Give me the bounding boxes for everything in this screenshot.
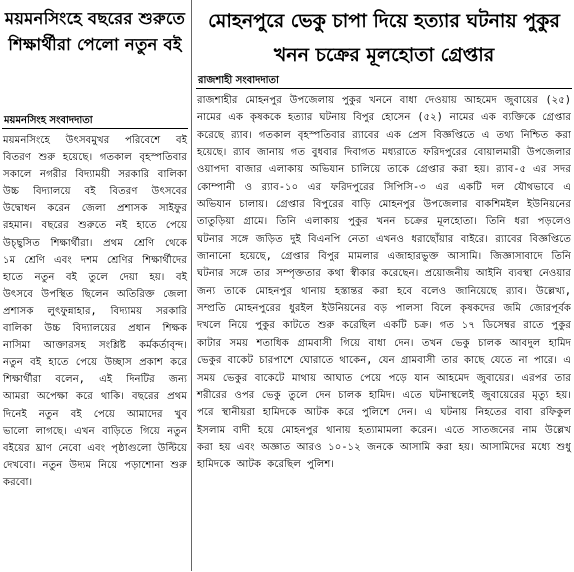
right-article-byline: রাজশাহী সংবাদদাতা bbox=[196, 74, 572, 89]
right-article-body: রাজশাহীর মোহনপুর উপজেলায় পুকুর খননে বাধা দেওয়ায় আহমেদ জুবায়ের (২৫) নামের এক কৃষককে হত্যার ঘটনায় বিপুর হোসেন (৫২) নামের এক ব্যক্তিকে গ্রেপ্তার করেছে র‌্যাব। গতকাল বৃহস্পতিবার র‌্যাবের এক প্রেস বিজ্ঞপ্তিতে এ তথ্য নিশ্চিত করা হয়েছে। র‌্যাব জানায় গত বুধবার দিবাগত মধ্যরাতে ফরিদপুরের বোয়ালমারী উপজেলার ওয়াপদা বাজার এলাকায় অভিযান চালিয়ে তাকে গ্রেপ্তার করা হয়। র‌্যাব-৫ এর সদর কোম্পানী ও র‌্যাব-১০ এর ফরিদপুরের সিপিসি-৩ এর একটি দল যৌথভাবে এ অভিযান চালায়। গ্রেপ্তার বিপুরের বাড়ি মোহনপুর উপজেলার বাকশিমইল ইউনিয়নের তাতুড়িয়া গ্রামে। তিনি এলাকায় পুকুর খনন চক্রের মূলহোতা। তিনি ধরা পড়লেও ঘটনার সঙ্গে জড়িত দুই বিএনপি নেতা এখনও ধরাছোঁয়ার বাইরে। র‌্যাবের বিজ্ঞপ্তিতে জানানো হয়েছে, গ্রেপ্তার বিপুর মামলার এজাহারভুক্ত আসামি। জিজ্ঞাসাবাদে তিনি ঘটনার সঙ্গে তার সম্পৃক্ততার কথা স্বীকার করেছেন। প্রয়োজনীয় আইনি ব্যবস্থা নেওয়ার জন্য তাকে মোহনপুর থানায় হস্তান্তর করা হবে বলেও জানিয়েছে র‌্যাব। উল্লেখ্য, সম্প্রতি মোহনপুরের ধুরইল ইউনিয়নের বড় পালসা বিলে কৃষকদের জমি জোরপূর্বক দখলে নিয়ে পুকুর কাটতে শুরু করেছিল একটি চক্র। গত ১৭ ডিসেম্বর রাতে পুকুর কাটার সময় শতাধিক গ্রামবাসী গিয়ে বাধা দেন। তখন ভেকু চালক আবদুল হামিদ ভেকুর বাকেট চারপাশে ঘোরাতে থাকেন, যেন গ্রামবাসী তার কাছে যেতে না পারে। এ সময় ভেকুর বাকেটে মাথায় আঘাত পেয়ে পড়ে যান আহমেদ জুবায়ের। এরপর তার শরীরের ওপর ভেকু তুলে দেন চালক হামিদ। এতে ঘটনাস্থলেই জুবায়েরের মৃত্যু হয়। পরে স্থানীয়রা হামিদকে আটক করে পুলিশে দেন। এ ঘটনায় নিহতের বাবা রফিকুল ইসলাম বাদী হয়ে মোহনপুর থানায় হত্যামামলা করেন। এতে সাতজনের নাম উল্লেখ করা হয় এবং অজ্ঞাত আরও ১০-১২ জনকে আসামি করা হয়। আসামিদের মধ্যে শুধু হামিদকে আটক করেছিল পুলিশ। bbox=[197, 95, 571, 471]
left-article bbox=[2, 2, 188, 568]
column-divider bbox=[191, 0, 192, 571]
left-article-headline: ময়মনসিংহে বছরের শুরুতে শিক্ষার্থীরা পেলো নতুন বই bbox=[4, 9, 186, 54]
left-article-byline: ময়মনসিংহ সংবাদদাতা bbox=[2, 114, 188, 129]
right-article bbox=[196, 2, 572, 568]
right-article-headline: মোহনপুরে ভেকু চাপা দিয়ে হত্যার ঘটনায় পুকুর খনন চক্রের মূলহোতা গ্রেপ্তার bbox=[208, 10, 560, 66]
left-article-body: ময়মনসিংহে উৎসবমুখর পরিবেশে বই বিতরণ শুরু হয়েছে। গতকাল বৃহস্পতিবার সকালে নগরীর বিদ্যাময়ী সরকারি বালিকা উচ্চ বিদ্যালয়ে বই বিতরণ উৎসবের উদ্বোধন করেন জেলা প্রশাসক সাইফুর রহমান। বছরের শুরুতে নই হাতে পেয়ে উচ্ছ্বসিত শিক্ষার্থীরা। প্রথম শ্রেণি থেকে ১ম শ্রেণি এবং দশম শ্রেণির শিক্ষার্থীদের হাতে নতুন বই তুলে দেয়া হয়। বই উৎসবে উপস্থিত ছিলেন অতিরিক্ত জেলা প্রশাসক লুৎফুন্নাহার, বিদ্যাময় সরকারি বালিকা উচ্চ বিদ্যালয়ের প্রধান শিক্ষক নাসিমা আক্তারসহ সংশ্লিষ্ট কর্মকর্তাবৃন্দ। নতুন বই হাতে পেয়ে উচ্ছাস প্রকাশ করে শিক্ষার্থীরা বলেন, এই দিনটির জন্য আমরা অপেক্ষা করে থাকি। বছরের প্রথম দিনেই নতুন বই পেয়ে আমাদের খুব ভালো লাগছে। এখন বাড়িতে গিয়ে নতুন বইয়ের ঘ্রাণ নেবো এবং পৃষ্ঠাগুলো উল্টিয়ে দেখবো। নতুন উদ্যম নিয়ে পড়াশোনা শুরু করবো। bbox=[3, 135, 187, 488]
